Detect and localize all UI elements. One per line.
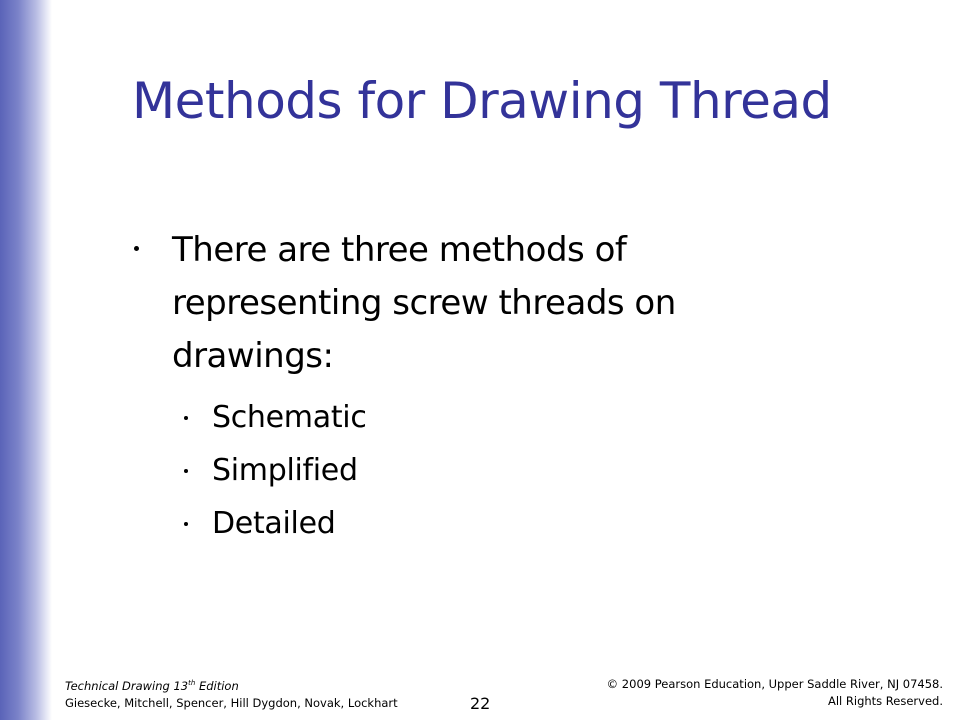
sub-bullet-text: Schematic — [212, 400, 367, 435]
sub-bullet-detailed — [180, 506, 834, 542]
sub-bullet-list — [134, 400, 834, 542]
slide-content — [134, 224, 834, 542]
sub-bullet-text: Detailed — [212, 506, 336, 541]
page-number: 22 — [470, 694, 491, 713]
bullet-dot-icon — [184, 416, 188, 420]
footer-authors: Giesecke, Mitchell, Spencer, Hill Dygdon, Novak, Lockhart — [65, 695, 398, 710]
main-bullet — [134, 224, 834, 383]
bullet-dot-icon — [184, 469, 188, 473]
sub-bullet-text: Simplified — [212, 453, 358, 488]
slide-title: Methods for Drawing Thread — [132, 72, 832, 130]
footer-edition: Technical Drawing 13th Edition — [65, 678, 239, 693]
bullet-dot-icon — [134, 246, 139, 251]
rights-line: All Rights Reserved. — [827, 694, 943, 708]
side-gradient-bar — [0, 0, 52, 720]
footer-copyright — [607, 676, 943, 710]
sub-bullet-schematic — [180, 400, 834, 436]
main-bullet-text: There are three methods of representing screw threads on drawings: — [172, 230, 676, 376]
sub-bullet-simplified — [180, 453, 834, 489]
footer-book-info — [65, 675, 398, 712]
copyright-line: © 2009 Pearson Education, Upper Saddle River, NJ 07458. — [606, 677, 943, 691]
bullet-dot-icon — [184, 522, 188, 526]
